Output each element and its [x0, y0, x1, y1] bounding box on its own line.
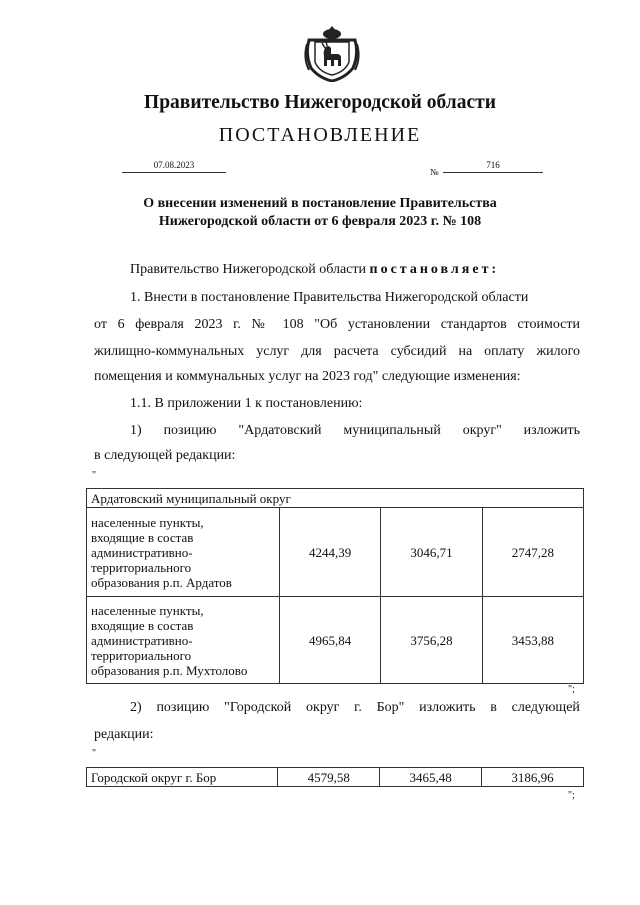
document-type: ПОСТАНОВЛЕНИЕ	[218, 124, 422, 146]
table-row	[87, 489, 584, 508]
document-subject	[0, 195, 640, 231]
sub2-word: позицию	[156, 700, 210, 715]
sub2-word: округ	[306, 700, 340, 715]
document-number: 716	[443, 160, 543, 173]
sub2-word: 2)	[130, 700, 142, 715]
preamble-verb: постановляет:	[369, 262, 500, 277]
value-cell: 3186,96	[482, 768, 584, 787]
sub1-line	[94, 423, 580, 439]
label-line: территориального	[91, 559, 192, 575]
value-cell: 4965,84	[279, 597, 380, 684]
sub2-word: Бор"	[376, 700, 405, 715]
label-line: населенные пункты,	[91, 514, 204, 530]
subject-line-1: О внесении изменений в постановление Правительства	[143, 196, 497, 211]
quote-close-2: ";	[568, 790, 575, 801]
row-label	[87, 508, 280, 597]
sub1-word: "Ардатовский	[238, 423, 322, 438]
value-cell: 2747,28	[482, 508, 583, 597]
value-cell: 3756,28	[381, 597, 482, 684]
sub2-word: "Городской	[224, 700, 292, 715]
item1-line1-text: 1. Внести в постановление Правительства Нижегородской области	[130, 290, 529, 305]
number-label: №	[430, 167, 439, 177]
quote-close-1: ";	[568, 684, 575, 695]
label-line: образования р.п. Ардатов	[91, 574, 232, 590]
sub1-continuation: в следующей редакции:	[94, 448, 236, 463]
preamble-lead: Правительство Нижегородской области	[130, 262, 366, 277]
value-cell: 3465,48	[380, 768, 482, 787]
label-line: входящие в состав	[91, 529, 194, 545]
preamble	[94, 262, 580, 278]
table-row	[87, 597, 584, 684]
label-line: входящие в состав	[91, 617, 194, 633]
quote-open-1: "	[92, 470, 97, 481]
table-bor	[86, 767, 584, 787]
sub1-word: 1)	[130, 423, 142, 438]
sub1-word: округ"	[462, 423, 502, 438]
table-title: Ардатовский муниципальный округ	[87, 489, 584, 508]
table-ardatov	[86, 488, 584, 684]
label-line: административно-	[91, 632, 193, 648]
row-label	[87, 597, 280, 684]
sub2-word: изложить	[419, 700, 476, 715]
label-line: образования р.п. Мухтолово	[91, 662, 248, 678]
value-cell: 3046,71	[381, 508, 482, 597]
label-line: населенные пункты,	[91, 602, 204, 618]
sub1-word: позицию	[163, 423, 217, 438]
item1-line2: от 6 февраля 2023 г. № 108 "Об установлении стандартов стоимости	[94, 317, 580, 332]
item-1-1: 1.1. В приложении 1 к постановлению:	[130, 396, 363, 411]
table-row	[87, 768, 584, 787]
sub2-word: следующей	[511, 700, 580, 715]
sub2-word: г.	[354, 700, 362, 715]
subject-line-2: Нижегородской области от 6 февраля 2023 г. № 108	[158, 214, 482, 229]
label-line: территориального	[91, 647, 192, 663]
government-title: Правительство Нижегородской области	[144, 92, 496, 113]
coat-of-arms-emblem	[301, 24, 363, 82]
sub2-continuation: редакции:	[94, 727, 154, 742]
sub2-word: в	[490, 700, 497, 715]
sub1-word: изложить	[523, 423, 580, 438]
row-label: Городской округ г. Бор	[87, 768, 278, 787]
value-cell: 4579,58	[278, 768, 380, 787]
value-cell: 4244,39	[279, 508, 380, 597]
label-line: административно-	[91, 544, 193, 560]
value-cell: 3453,88	[482, 597, 583, 684]
document-date: 07.08.2023	[122, 160, 226, 173]
sub1-word: муниципальный	[343, 423, 441, 438]
item1-line1	[94, 290, 580, 306]
table-row	[87, 508, 584, 597]
sub2-line	[94, 700, 580, 716]
item1-line3: жилищно-коммунальных услуг для расчета субсидий на оплату жилого	[94, 344, 580, 359]
quote-open-2: "	[92, 748, 97, 759]
item1-line4: помещения и коммунальных услуг на 2023 год" следующие изменения:	[94, 369, 521, 384]
